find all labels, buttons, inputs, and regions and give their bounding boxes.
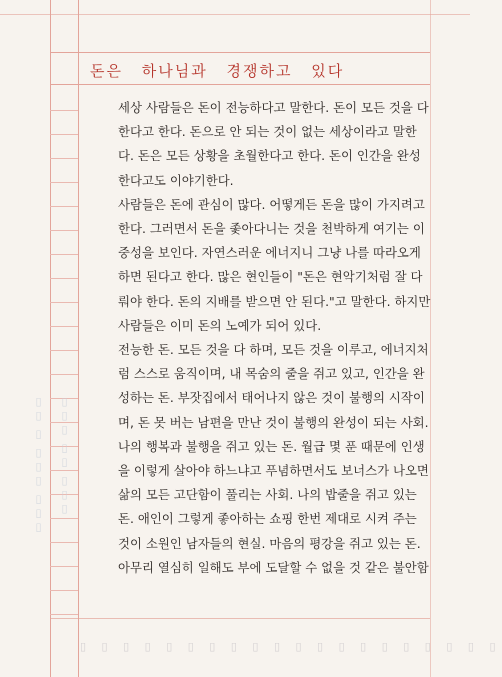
- text-line: 나의 행복과 불행을 쥐고 있는 돈. 월급 몇 푼 때문에 인생: [118, 438, 425, 454]
- text-line: 다. 돈은 모든 상황을 초월한다고 한다. 돈이 인간을 완성: [118, 148, 421, 164]
- text-line: 사람들은 돈에 관심이 많다. 어떻게든 돈을 많이 가지려고: [118, 196, 425, 212]
- grid-tick: [50, 374, 78, 375]
- text-line: 중성을 보인다. 자연스러운 에너지니 그냥 나를 따라오게: [118, 245, 421, 261]
- chapter-title: 돈은 하나님과 경쟁하고 있다: [90, 62, 345, 80]
- grid-tick: [50, 518, 78, 519]
- text-line: 럼 스스로 움직이며, 내 목숨의 줄을 쥐고 있고, 인간을 완: [118, 366, 425, 382]
- text-line: 뤄야 한다. 돈의 지배를 받으면 안 된다."고 말한다. 하지만: [118, 293, 431, 309]
- text-line: 한다. 그러면서 돈을 좇아다니는 것을 천박하게 여기는 이: [118, 221, 425, 237]
- grid-tick: [50, 134, 78, 135]
- text-line: 삶의 모든 고단함이 풀리는 사회. 나의 밥줄을 쥐고 있는: [118, 487, 417, 503]
- show-through-footer: ▯ ▯ ▯ ▯ ▯ ▯ ▯ ▯ ▯ ▯ ▯ ▯ ▯ ▯ ▯ ▯ ▯ ▯ ▯ ▯: [80, 640, 502, 653]
- text-line: 세상 사람들은 돈이 전능하다고 말한다. 돈이 모든 것을 다: [118, 100, 429, 115]
- grid-tick: [50, 350, 78, 351]
- text-line: 한다고 한다. 돈으로 안 되는 것이 없는 세상이라고 말한: [118, 124, 417, 140]
- grid-tick: [50, 326, 78, 327]
- title-rule-top: [50, 52, 430, 53]
- text-line: 을 이렇게 살아야 하느냐고 푸념하면서도 보너스가 나오면: [118, 463, 429, 479]
- grid-tick: [50, 182, 78, 183]
- margin-grid-ticks: [50, 0, 78, 677]
- margin-rule-inner: [78, 0, 79, 677]
- text-line: 한다고도 이야기한다.: [118, 172, 234, 188]
- title-rule-bottom: [50, 84, 430, 85]
- text-line: 것이 소원인 남자들의 현실. 마음의 평강을 쥐고 있는 돈.: [118, 535, 421, 551]
- show-through-text: ▯▯ ▯ ▯▯▯ ▯▯▯: [32, 395, 45, 535]
- grid-tick: [50, 566, 78, 567]
- grid-tick: [50, 254, 78, 255]
- text-line: 성하는 돈. 부잣집에서 태어나지 않은 것이 불행의 시작이: [118, 390, 425, 406]
- grid-tick: [50, 110, 78, 111]
- text-line: 아무리 열심히 일해도 부에 도달할 수 없을 것 같은 불안함: [118, 559, 429, 575]
- grid-tick: [50, 206, 78, 207]
- text-line: 전능한 돈. 모든 것을 다 하며, 모든 것을 이루고, 에너지처: [118, 342, 429, 358]
- paragraph: [118, 193, 431, 338]
- grid-tick: [50, 278, 78, 279]
- paragraph: [118, 96, 429, 193]
- grid-tick: [50, 302, 78, 303]
- grid-tick: [50, 158, 78, 159]
- margin-rule-right: [430, 0, 431, 677]
- text-line: 사람들은 이미 돈의 노예가 되어 있다.: [118, 317, 322, 333]
- grid-tick: [50, 614, 78, 615]
- text-line: 며, 돈 못 버는 남편을 만난 것이 불행의 완성이 되는 사회.: [118, 414, 429, 430]
- grid-tick: [50, 590, 78, 591]
- grid-tick: [50, 542, 78, 543]
- footer-rule: [50, 618, 430, 619]
- paragraph: [118, 338, 429, 580]
- text-line: 하면 된다고 한다. 많은 현인들이 "돈은 현악기처럼 잘 다: [118, 269, 423, 285]
- grid-tick: [50, 230, 78, 231]
- show-through-text: ▯▯▯ ▯▯ ▯▯▯: [58, 395, 71, 516]
- text-line: 돈. 애인이 그렇게 좋아하는 쇼핑 한번 제대로 시켜 주는: [118, 511, 417, 527]
- body-text: [118, 96, 431, 580]
